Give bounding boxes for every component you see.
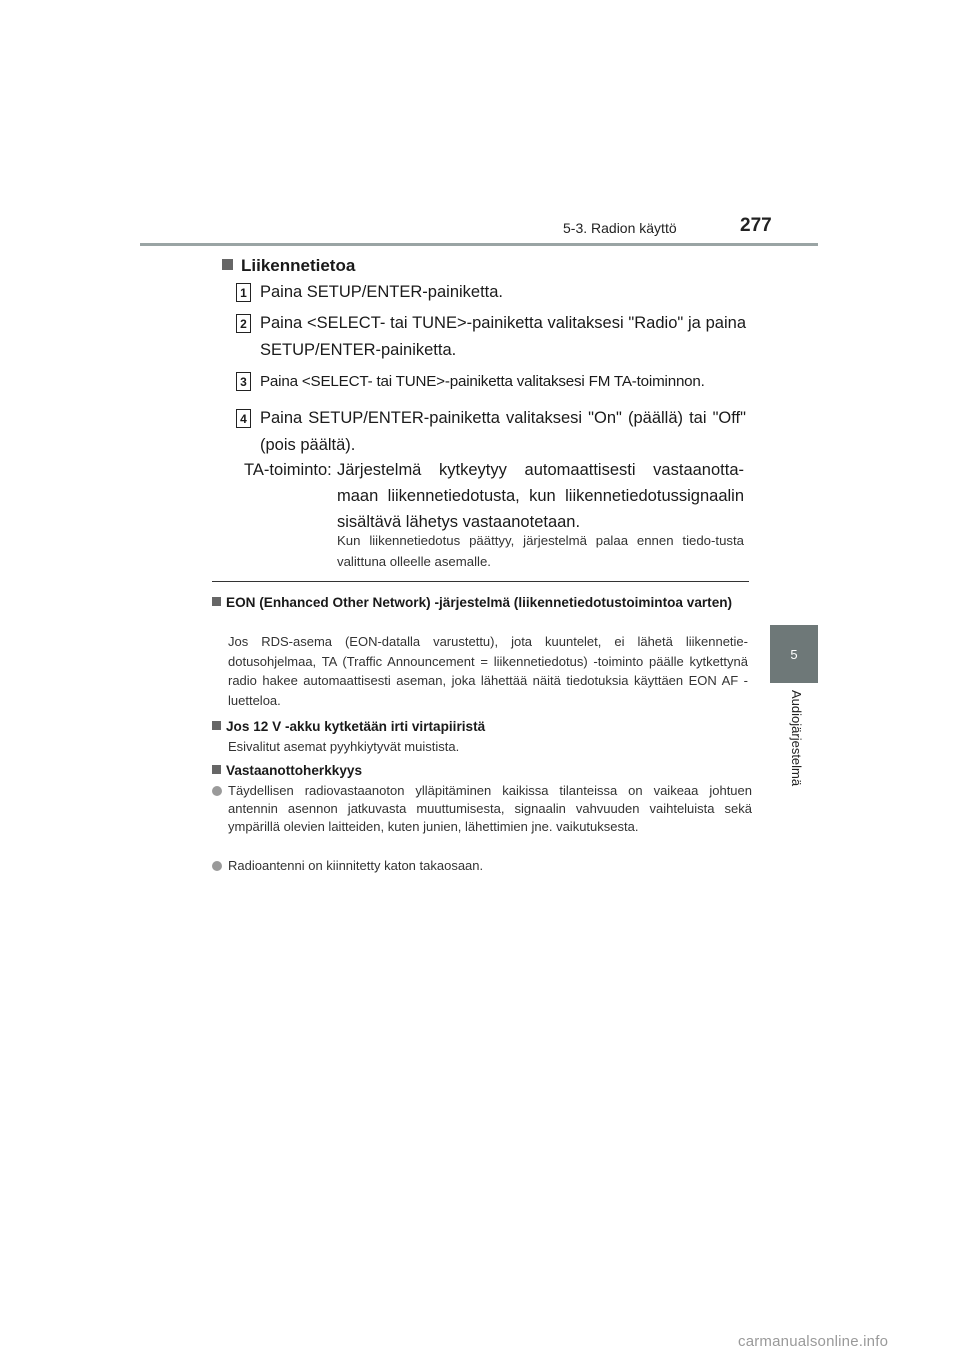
step-text: Paina <SELECT- tai TUNE>-painiketta valitaksesi "Radio" ja paina SETUP/ENTER-painiketta. [260, 314, 746, 359]
note-title-eon: EON (Enhanced Other Network) -järjestelmä (liikennetiedotustoimintoa varten) [212, 593, 752, 612]
step-text: Paina SETUP/ENTER-painiketta. [260, 283, 504, 301]
step-text: Paina <SELECT- tai TUNE>-painiketta valitaksesi FM TA-toiminnon. [260, 373, 705, 390]
ta-label: TA-toiminto: [244, 461, 332, 479]
note-body-eon: Jos RDS-asema (EON-datalla varustettu), jota kuuntelet, ei lähetä liikennetie-dotusohjelmaa, TA (Traffic Announcement = liikennetiedotus) -toiminto päälle kytkettynä radio hakee automaattisesti aseman, joka lähettää näitä tiedotuksia käyttäen EON AF -luetteloa. [228, 634, 748, 708]
note-title-reception: Vastaanottoherkkyys [212, 761, 752, 780]
watermark: carmanualsonline.info [738, 1333, 889, 1350]
step-4 [236, 405, 746, 459]
step-text: Paina SETUP/ENTER-painiketta valitaksesi "On" (päällä) tai "Off" (pois päältä). [260, 409, 746, 454]
step-number-badge: 4 [236, 409, 251, 428]
step-2 [236, 310, 746, 364]
step-3 [236, 368, 746, 395]
square-bullet-icon [212, 721, 221, 730]
chapter-tab [770, 625, 818, 683]
reception-bullet-1: Täydellisen radiovastaanoton ylläpitäminen kaikissa tilanteissa on vaikeaa johtuen antennin asennon jatkuvasta muuttumisesta, signaalin vahvuuden vaihteluista sekä ympärillä olevien laitteiden, kuten junien, lähettimien jne. vaikutuksesta. [212, 782, 752, 836]
square-bullet-icon [222, 259, 233, 270]
step-number-badge: 1 [236, 283, 251, 302]
chapter-label: Audiojärjestelmä [789, 690, 804, 787]
section-title: Liikennetietoa [222, 256, 355, 276]
step-number-badge: 3 [236, 372, 251, 391]
step-1 [236, 279, 746, 306]
page-number: 277 [740, 215, 772, 236]
header-section-title: 5-3. Radion käyttö [563, 220, 677, 236]
reception-bullet-2: Radioantenni on kiinnitetty katon takaosaan. [212, 857, 752, 875]
chapter-number: 5 [790, 646, 798, 662]
round-bullet-icon [212, 786, 222, 796]
round-bullet-icon [212, 861, 222, 871]
note-title-battery: Jos 12 V -akku kytketään irti virtapiiristä [212, 717, 752, 736]
step-number-badge: 2 [236, 314, 251, 333]
ta-note: Kun liikennetiedotus päättyy, järjestelmä palaa ennen tiedo-tusta valittuna olleelle asemalle. [337, 533, 744, 569]
square-bullet-icon [212, 765, 221, 774]
ta-description: Järjestelmä kytkeytyy automaattisesti vastaanotta-maan liikennetiedotusta, kun liikennetiedotussignaalin sisältävä lähetys vastaanotetaan. [337, 461, 744, 531]
section-divider [212, 581, 749, 582]
square-bullet-icon [212, 597, 221, 606]
note-body-battery: Esivalitut asemat pyyhkiytyvät muistista. [228, 739, 460, 754]
header-rule [140, 243, 818, 246]
